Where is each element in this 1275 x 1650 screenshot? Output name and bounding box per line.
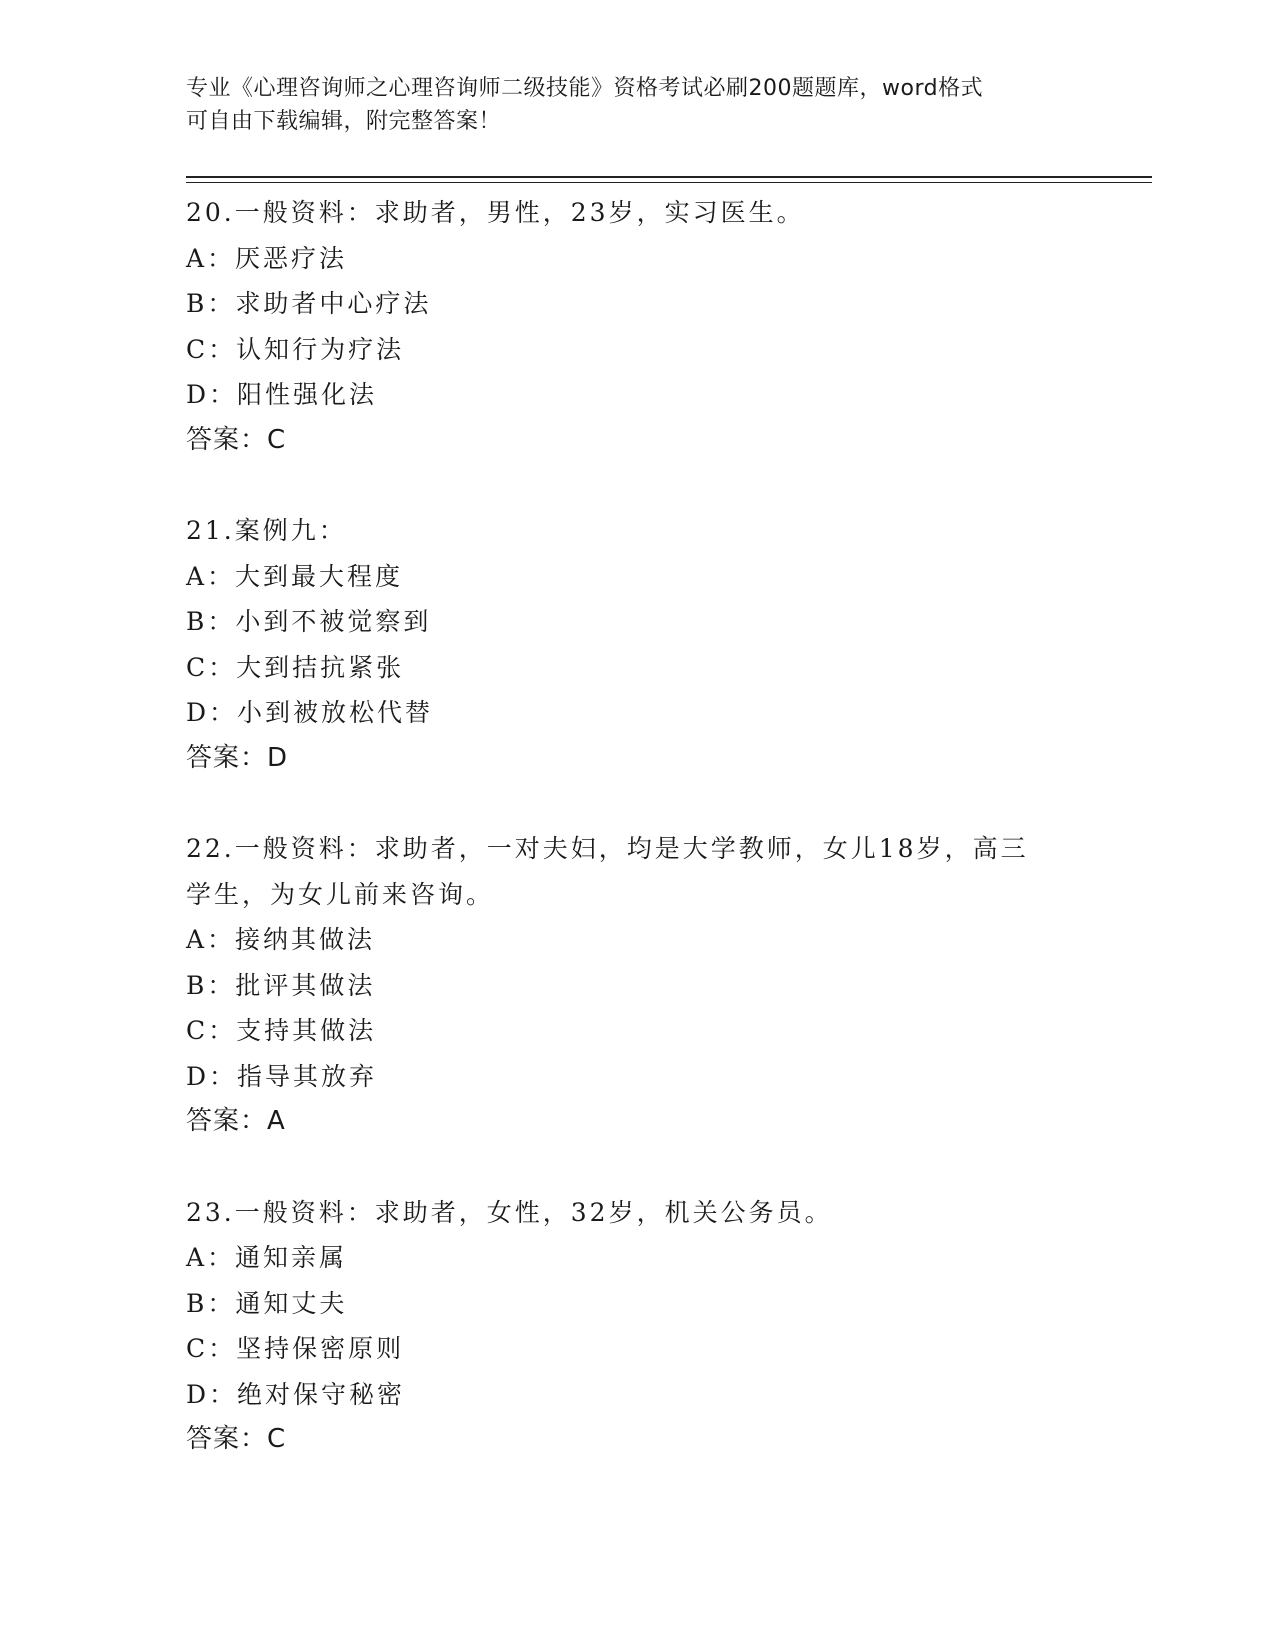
option-b: B：求助者中心疗法 (186, 289, 432, 318)
option-b: B：批评其做法 (186, 970, 376, 1000)
header-divider-thick (186, 176, 1152, 178)
option-d: D：小到被放松代替 (186, 698, 434, 727)
option-d: D：阳性强化法 (186, 380, 378, 409)
question-stem-continued: 学生，为女儿前来咨询。 (186, 879, 495, 909)
spacer (186, 463, 1086, 508)
question-item (186, 190, 1086, 463)
option-a: A：通知亲属 (186, 1243, 348, 1272)
option-a: A：接纳其做法 (186, 925, 376, 954)
option-a: A：厌恶疗法 (186, 243, 348, 273)
spacer (186, 781, 1086, 826)
option-c: C：大到拮抗紧张 (186, 652, 405, 682)
option-d: D：绝对保守秘密 (186, 1379, 406, 1409)
question-stem: 20.一般资料：求助者，男性，23岁，实习医生。 (186, 198, 805, 227)
question-item (186, 508, 1086, 781)
header-divider-thin (186, 182, 1152, 183)
answer-line: 答案：D (186, 742, 289, 773)
question-list (186, 190, 1086, 1463)
document-header (186, 72, 1066, 138)
question-item (186, 826, 1086, 1145)
header-line-1: 专业《心理咨询师之心理咨询师二级技能》资格考试必刷200题题库，word格式 (186, 76, 984, 101)
option-a: A：大到最大程度 (186, 561, 404, 591)
answer-line: 答案：C (186, 424, 287, 455)
question-item (186, 1190, 1086, 1463)
option-b: B：小到不被觉察到 (186, 607, 432, 636)
question-stem: 23.一般资料：求助者，女性，32岁，机关公务员。 (186, 1197, 833, 1227)
question-stem: 21.案例九： (186, 516, 347, 545)
option-c: C：认知行为疗法 (186, 334, 405, 364)
option-d: D：指导其放弃 (186, 1061, 378, 1091)
answer-line: 答案：C (186, 1424, 287, 1454)
header-line-2: 可自由下载编辑，附完整答案！ (186, 109, 502, 134)
option-c: C：坚持保密原则 (186, 1334, 405, 1363)
option-c: C：支持其做法 (186, 1016, 377, 1045)
spacer (186, 1145, 1086, 1190)
option-b: B：通知丈夫 (186, 1288, 348, 1318)
answer-line: 答案：A (186, 1106, 286, 1136)
question-stem: 22.一般资料：求助者，一对夫妇，均是大学教师，女儿18岁，高三 (186, 834, 1029, 863)
